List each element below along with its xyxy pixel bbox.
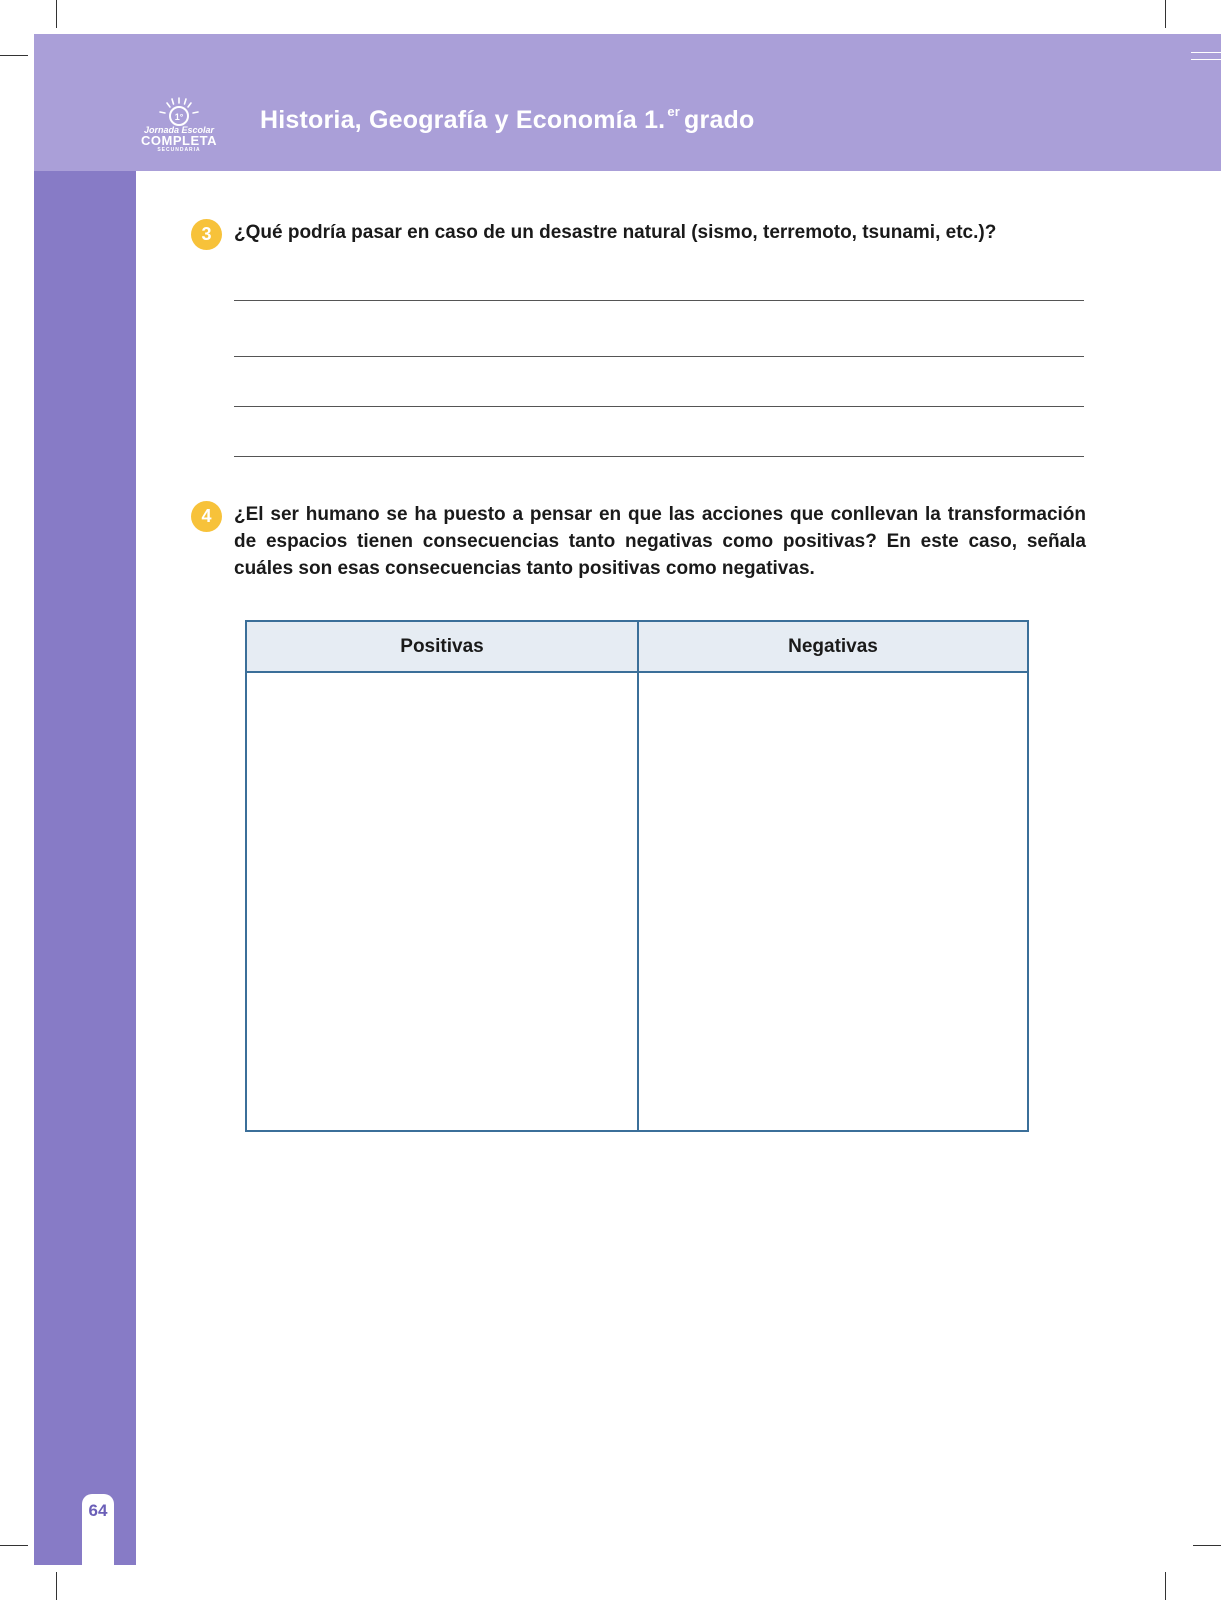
question-3-text: ¿Qué podría pasar en caso de un desastre natural (sismo, terremoto, tsunami, etc.)? (234, 222, 997, 243)
column-header-positivas: Positivas (400, 636, 484, 657)
column-header-negativas: Negativas (788, 636, 878, 657)
consequences-table (245, 620, 1029, 1132)
crop-mark-bottom-left (56, 1572, 57, 1600)
crop-mark-top-left (56, 0, 57, 28)
answer-line-1[interactable] (234, 300, 1084, 301)
question-4-text: ¿El ser humano se ha puesto a pensar en que las acciones que conllevan la transformación de espacios tienen consecuencias tanto negativas como positivas? En este caso, señala cuáles son esas consecuencias tanto positivas como negativas. (234, 504, 1086, 579)
table-column-divider (637, 622, 639, 1130)
logo-line-2: COMPLETA (141, 133, 217, 148)
header-decoration (1191, 52, 1221, 60)
svg-text:1°: 1° (174, 112, 184, 122)
side-band (34, 171, 136, 1565)
negativas-answer-cell[interactable] (639, 673, 1027, 1130)
crop-mark-left-top (0, 55, 28, 56)
positivas-answer-cell[interactable] (247, 673, 637, 1130)
crop-mark-bottom-right (1165, 1572, 1166, 1600)
jornada-escolar-logo (138, 94, 220, 156)
page-title (260, 104, 755, 135)
page-number: 64 (88, 1501, 108, 1520)
page-title-main: Historia, Geografía y Economía 1. (260, 106, 666, 134)
logo-line-1: Jornada Escolar (143, 125, 215, 135)
question-4-badge: 4 (191, 501, 222, 532)
page-title-end: grado (684, 106, 755, 134)
answer-line-2[interactable] (234, 356, 1084, 357)
crop-mark-left-bottom (0, 1545, 28, 1546)
question-3-badge: 3 (191, 219, 222, 250)
crop-mark-right-bottom (1193, 1545, 1221, 1546)
answer-line-4[interactable] (234, 456, 1084, 457)
crop-mark-top-right (1165, 0, 1166, 28)
logo-line-3: SECUNDARIA (157, 147, 201, 153)
page-title-superscript: er (667, 104, 681, 119)
answer-line-3[interactable] (234, 406, 1084, 407)
